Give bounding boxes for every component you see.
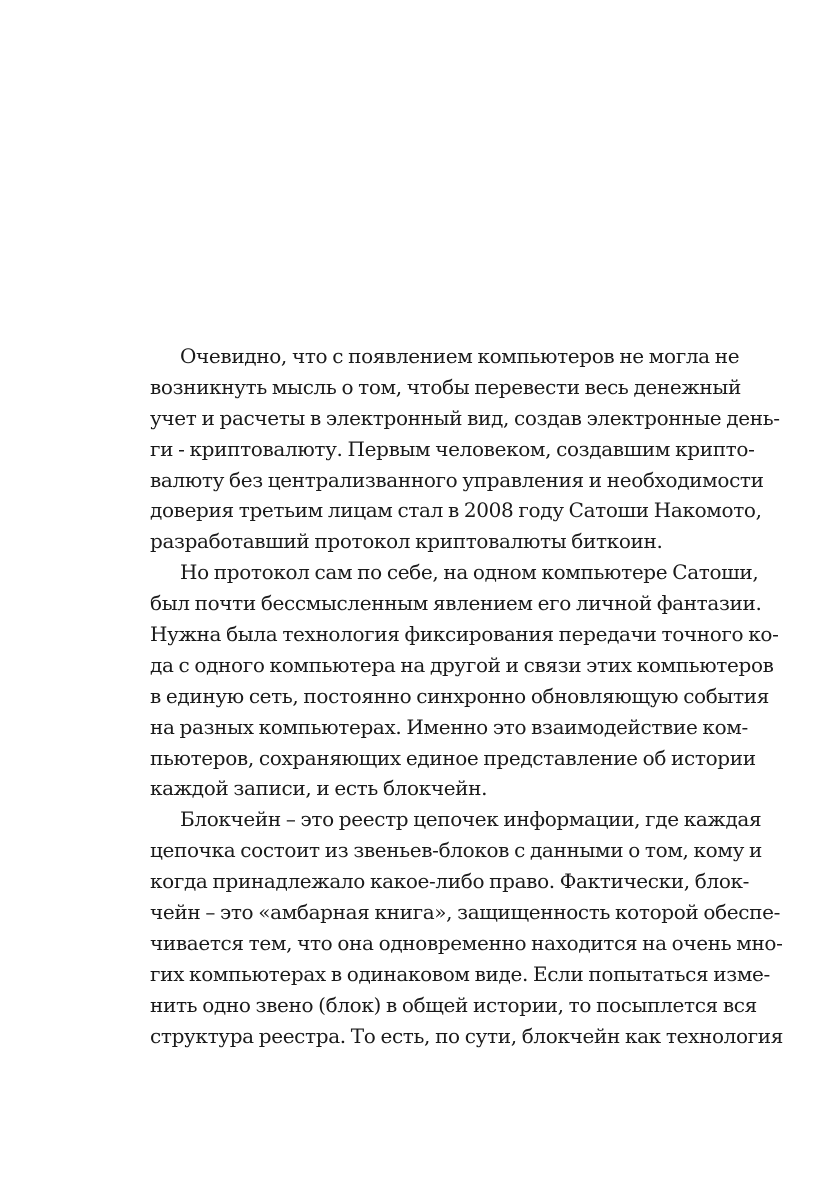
text-line: в единую сеть, постоянно синхронно обновляющую события <box>150 683 769 708</box>
text-line: чейн – это «амбарная книга», защищенность которой обеспе- <box>150 900 780 925</box>
text-line: пьютеров, сохраняющих единое представление об истории <box>150 745 756 770</box>
text-line: да с одного компьютера на другой и связи этих компьютеров <box>150 652 774 677</box>
text-line: Очевидно, что с появлением компьютеров не могла не <box>180 344 740 368</box>
paragraph-1 <box>150 341 780 557</box>
text-line: цепочка состоит из звеньев-блоков с данными о том, кому и <box>150 838 762 863</box>
paragraph-3 <box>150 804 784 1051</box>
text-line: учет и расчеты в электронный вид, создав электронные день- <box>150 405 780 430</box>
text-line: каждой записи, и есть блокчейн. <box>150 776 488 801</box>
paragraph-2 <box>150 557 779 804</box>
text-line: возникнуть мысль о том, чтобы перевести весь денежный <box>150 374 741 399</box>
text-line: Но протокол сам по себе, на одном компьютере Сатоши, <box>180 560 759 585</box>
text-line: валюту без централизванного управления и необходимости <box>150 467 764 492</box>
text-line: был почти бессмысленным явлением его личной фантазии. <box>150 591 762 616</box>
text-line: разработавший протокол криптовалюты биткоин. <box>150 529 663 554</box>
text-line: гих компьютерах в одинаковом виде. Если попытаться изме- <box>150 961 770 986</box>
text-line: структура реестра. То есть, по сути, блокчейн как технология <box>150 1023 784 1048</box>
text-line: доверия третьим лицам стал в 2008 году Сатоши Накомото, <box>150 498 762 523</box>
text-line: когда принадлежало какое-либо право. Фактически, блок- <box>150 869 750 894</box>
text-line: нить одно звено (блок) в общей истории, то посыплется вся <box>150 992 757 1017</box>
text-line: на разных компьютерах. Именно это взаимодействие ком- <box>150 714 748 739</box>
text-line: Нужна была технология фиксирования передачи точного ко- <box>150 622 779 647</box>
text-line: чивается тем, что она одновременно находится на очень мно- <box>150 930 783 955</box>
text-line: ги - криптовалюту. Первым человеком, создавшим крипто- <box>150 436 755 461</box>
text-line: Блокчейн – это реестр цепочек информации, где каждая <box>180 807 762 832</box>
body-text <box>150 341 784 1051</box>
